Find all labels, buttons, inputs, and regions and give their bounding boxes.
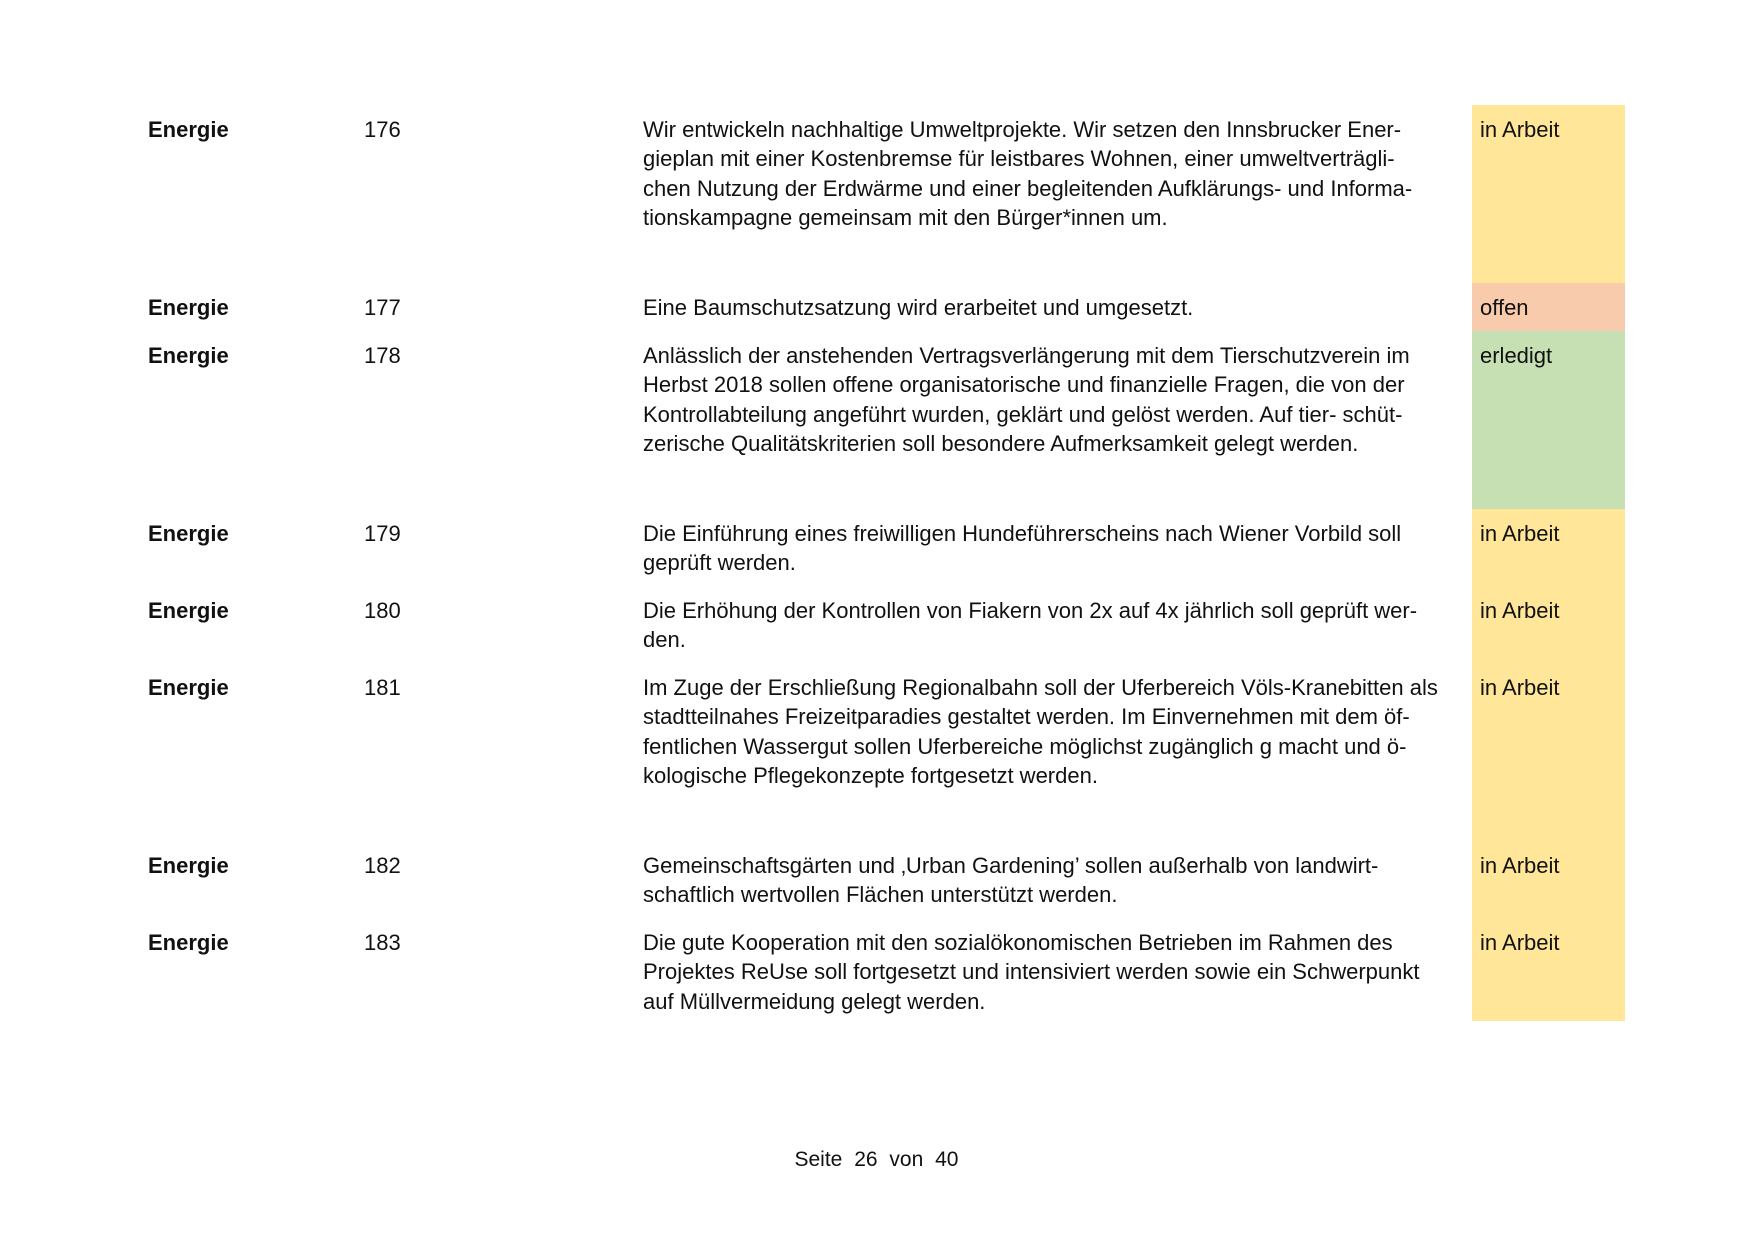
category-cell: Energie	[148, 930, 229, 955]
description-cell: Die Einführung eines freiwilligen Hundeführerscheins nach Wiener Vorbild soll geprüft werden.	[643, 521, 1402, 576]
status-cell: in Arbeit	[1472, 918, 1625, 1021]
category-cell: Energie	[148, 853, 229, 878]
description-cell: Eine Baumschutzsatzung wird erarbeitet und umgesetzt.	[643, 295, 1194, 320]
category-cell: Energie	[148, 343, 229, 368]
number-cell: 179	[364, 521, 401, 546]
page-total: 40	[935, 1148, 959, 1171]
table-row	[0, 105, 1753, 283]
number-cell: 183	[364, 930, 401, 955]
description-cell: Wir entwickeln nachhaltige Umweltprojekte. Wir setzen den Innsbrucker Ener- gieplan mit einer Kostenbremse für leistbares Wohnen, einer umweltverträgli- chen Nutzung der Erdwärme und einer begleitenden Aufklärungs- und Informa- tionskampagne gemeinsam mit den Bürger*innen um.	[643, 117, 1413, 230]
table-row	[0, 331, 1753, 509]
category-cell: Energie	[148, 295, 229, 320]
status-cell: in Arbeit	[1472, 841, 1625, 918]
category-cell: Energie	[148, 598, 229, 623]
page-of-label: von	[889, 1148, 924, 1171]
table-row	[0, 918, 1753, 1021]
number-cell: 177	[364, 295, 401, 320]
description-cell: Die gute Kooperation mit den sozialökonomischen Betrieben im Rahmen des Projektes ReUse soll fortgesetzt und intensiviert werden sowie ein Schwerpunkt auf Müllvermeidung gelegt werden.	[643, 930, 1420, 1014]
page-label: Seite	[794, 1148, 843, 1171]
page-current: 26	[854, 1148, 878, 1171]
number-cell: 181	[364, 675, 401, 700]
number-cell: 182	[364, 853, 401, 878]
number-cell: 178	[364, 343, 401, 368]
number-cell: 176	[364, 117, 401, 142]
status-cell: offen	[1472, 283, 1625, 331]
description-cell: Im Zuge der Erschließung Regionalbahn soll der Uferbereich Völs-Kranebitten als stadtteilnahes Freizeitparadies gestaltet werden. Im Einvernehmen mit dem öf- fentlichen Wassergut sollen Uferbereiche möglichst zugänglich g macht und ö- kologische Pflegekonzepte fortgesetzt werden.	[643, 675, 1438, 788]
category-cell: Energie	[148, 521, 229, 546]
category-cell: Energie	[148, 675, 229, 700]
table-row	[0, 841, 1753, 918]
status-cell: erledigt	[1472, 331, 1625, 509]
table-row	[0, 283, 1753, 331]
table-row	[0, 663, 1753, 841]
description-cell: Gemeinschaftsgärten und ‚Urban Gardening’ sollen außerhalb von landwirt- schaftlich wertvollen Flächen unterstützt werden.	[643, 853, 1379, 908]
category-cell: Energie	[148, 117, 229, 142]
page-footer	[0, 1147, 1753, 1173]
table-row	[0, 586, 1753, 663]
status-cell: in Arbeit	[1472, 663, 1625, 841]
number-cell: 180	[364, 598, 401, 623]
status-cell: in Arbeit	[1472, 105, 1625, 283]
description-cell: Die Erhöhung der Kontrollen von Fiakern von 2x auf 4x jährlich soll geprüft wer- den.	[643, 598, 1418, 653]
description-cell: Anlässlich der anstehenden Vertragsverlängerung mit dem Tierschutzverein im Herbst 2018 sollen offene organisatorische und finanzielle Fragen, die von der Kontrollabteilung angeführt wurden, geklärt und gelöst werden. Auf tier- schüt- zerische Qualitätskriterien soll besondere Aufmerksamkeit gelegt werden.	[643, 343, 1410, 456]
table-row	[0, 509, 1753, 586]
status-cell: in Arbeit	[1472, 509, 1625, 586]
status-cell: in Arbeit	[1472, 586, 1625, 663]
